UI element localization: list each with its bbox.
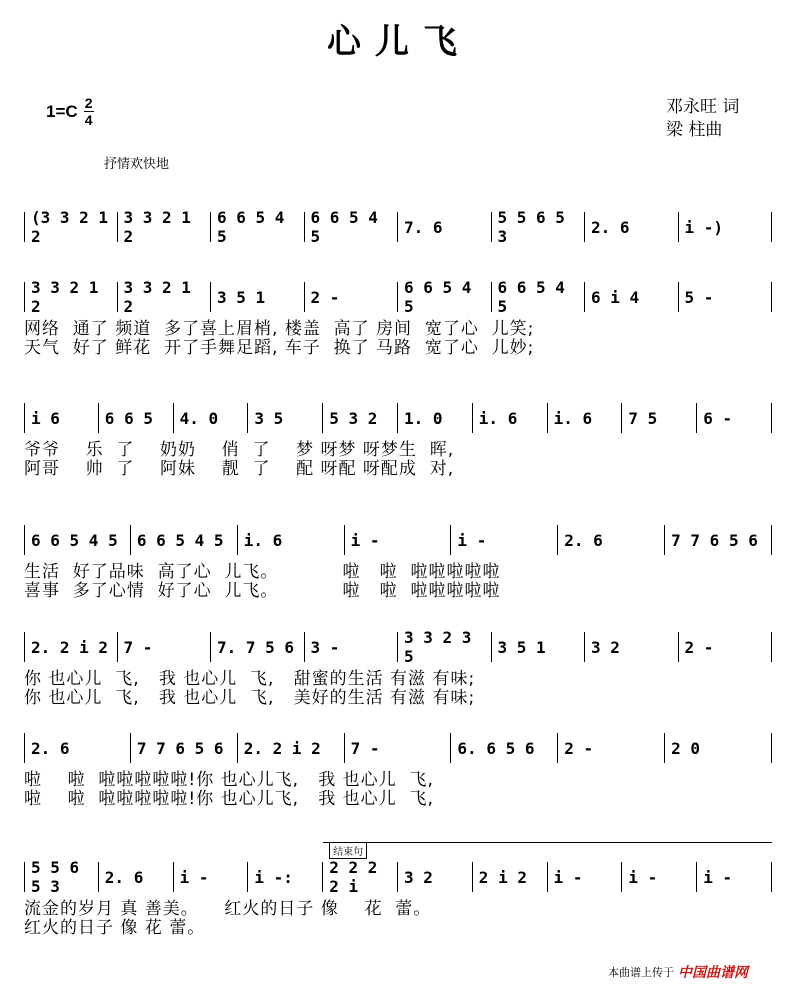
ending-bracket: [323, 842, 772, 843]
measure: [622, 403, 697, 433]
footer: [608, 962, 748, 982]
measure-notes: 6 6 5 4 5: [310, 208, 378, 246]
measure-notes: 3 -: [310, 637, 340, 657]
measure-notes: 2. 6: [564, 530, 603, 550]
measure-notes: (3 3 2 1 2: [31, 208, 109, 246]
measure: [585, 212, 679, 242]
measure-notes: 6 6 5 4 5: [31, 530, 118, 550]
site-logo: 中国曲谱网: [678, 965, 748, 981]
measure-notes: 7 5: [628, 408, 658, 428]
measure: [558, 733, 665, 763]
measure: [24, 858, 99, 896]
measure-notes: 3 2: [591, 637, 620, 657]
measure-notes: 6 6 5 4 5: [217, 208, 285, 246]
measure: [473, 403, 548, 433]
measure-notes: 6 6 5 4 5: [136, 530, 224, 550]
time-unit: 4: [84, 112, 93, 128]
lyric-line: 你 也心儿 飞, 我 也心儿 飞, 美好的生活 有滋 有味;: [24, 688, 476, 708]
measure-notes: 2. 2 i 2: [243, 738, 321, 758]
measure: [99, 403, 174, 433]
measure: [305, 282, 399, 312]
credits: [666, 96, 739, 142]
measure-notes: 7. 7 5 6: [217, 637, 295, 657]
measure-notes: i -: [553, 867, 583, 887]
measure-notes: 2 -: [564, 738, 594, 758]
measure: [398, 212, 492, 242]
measure: [585, 282, 679, 312]
measure: [305, 632, 399, 662]
measure-notes: 3 5: [254, 408, 284, 428]
staff-system: [24, 733, 772, 809]
notes-row: [24, 208, 772, 246]
song-title: 心儿飞: [327, 22, 471, 62]
measure: [248, 403, 323, 433]
measure: [24, 525, 131, 555]
measure: [24, 733, 131, 763]
measure-notes: 4. 0: [179, 408, 219, 428]
composer: 梁 柱曲: [666, 120, 723, 140]
lyric-line: 红火的日子 像 花 蕾。: [24, 918, 206, 938]
tempo-marking: 抒情欢快地: [104, 157, 170, 172]
measure-notes: 2. 6: [31, 738, 70, 758]
measure-notes: 2 -: [684, 637, 714, 657]
measure: [345, 525, 452, 555]
measure-notes: i -:: [254, 867, 293, 887]
ending-label: 结束句: [329, 842, 367, 859]
measure: [558, 525, 665, 555]
measure-notes: 2 0: [671, 738, 701, 758]
measure-notes: 7 -: [123, 637, 153, 657]
measure: [24, 208, 118, 246]
measure-notes: 6 i 4: [591, 287, 640, 307]
measure-notes: 2. 2 i 2: [31, 637, 109, 657]
measure: [248, 862, 323, 892]
measure-notes: i. 6: [553, 408, 593, 428]
measure: [345, 733, 452, 763]
measure: [323, 403, 398, 433]
measure-notes: 5 -: [684, 287, 714, 307]
time-beats: 2: [84, 95, 93, 111]
notes-row: [24, 525, 772, 555]
staff-system: [24, 278, 772, 358]
measure: [492, 278, 586, 316]
measure: [211, 282, 305, 312]
measure: [548, 403, 623, 433]
measure: [118, 278, 212, 316]
measure-notes: 7 7 6 5 6: [136, 738, 224, 758]
measure-notes: 3 5 1: [217, 287, 266, 307]
lyric-line: 阿哥 帅 了 阿妹 靓 了 配 呀配 呀配成 对,: [24, 459, 455, 479]
measure-notes: 3 5 1: [497, 637, 546, 657]
lyricist: 邓永旺 词: [666, 97, 740, 117]
measure: [118, 632, 212, 662]
staff-system: [24, 628, 772, 708]
lyric-line: 你 也心儿 飞, 我 也心儿 飞, 甜蜜的生活 有滋 有味;: [24, 669, 476, 689]
measure-notes: i 6: [31, 408, 60, 428]
measure-notes: i. 6: [478, 408, 518, 428]
staff-system: [24, 847, 772, 938]
lyric-line: 生活 好了品味 高了心 儿飞。 啦 啦 啦啦啦啦啦: [24, 562, 501, 582]
lyric-line: 天气 好了 鲜花 开了手舞足蹈, 车子 换了 马路 宽了心 儿妙;: [24, 338, 535, 358]
measure-notes: 2. 6: [591, 217, 630, 237]
measure-notes: 2. 6: [104, 867, 144, 887]
measure: [174, 403, 249, 433]
measure: [473, 862, 548, 892]
measure: [622, 862, 697, 892]
measure-notes: 2 -: [310, 287, 340, 307]
staff-system: [24, 208, 772, 246]
measure-notes: 6 -: [703, 408, 733, 428]
measure-notes: 6 6 5: [104, 408, 153, 428]
measure: [665, 733, 772, 763]
measure-notes: 3 3 2 1 2: [31, 278, 99, 316]
staff-system: [24, 403, 772, 479]
measure-notes: 3 2: [404, 867, 433, 887]
measure: [398, 403, 473, 433]
measure: [323, 858, 398, 896]
measure-notes: 5 3 2: [329, 408, 378, 428]
measure-notes: 7 -: [350, 738, 380, 758]
measure-notes: 3 3 2 1 2: [123, 278, 191, 316]
measure: [665, 525, 772, 555]
measure-notes: 5 5 6 5 3: [31, 858, 80, 896]
measure: [548, 862, 623, 892]
measure: [451, 525, 558, 555]
measure: [211, 208, 305, 246]
measure-notes: 6 6 5 4 5: [404, 278, 472, 316]
measure: [238, 733, 345, 763]
measure: [398, 278, 492, 316]
measure: [118, 208, 212, 246]
notes-row: [24, 403, 772, 433]
notes-row: [24, 858, 772, 896]
measure: [697, 403, 772, 433]
measure-notes: i -: [628, 867, 658, 887]
measure-notes: i -: [703, 867, 733, 887]
measure-notes: i -: [179, 867, 209, 887]
measure: [99, 862, 174, 892]
measure: [398, 862, 473, 892]
measure: [492, 632, 586, 662]
measure: [211, 632, 305, 662]
measure-notes: i -: [457, 530, 487, 550]
notes-row: [24, 278, 772, 316]
measure: [305, 208, 399, 246]
measure: [679, 282, 773, 312]
measure-notes: i. 6: [243, 530, 283, 550]
notes-row: [24, 628, 772, 666]
measure: [492, 208, 586, 246]
measure: [238, 525, 345, 555]
notes-row: [24, 733, 772, 763]
measure: [697, 862, 772, 892]
measure-notes: 1. 0: [404, 408, 443, 428]
lyric-line: 流金的岁月 真 善美。 红火的日子 像 花 蕾。: [24, 899, 432, 919]
measure-notes: i -: [350, 530, 380, 550]
measure-notes: 7 7 6 5 6: [671, 530, 758, 550]
measure-notes: 3 3 2 1 2: [123, 208, 191, 246]
measure-notes: 2 i 2: [478, 867, 527, 887]
measure: [131, 525, 238, 555]
measure: [585, 632, 679, 662]
measure-notes: 3 3 2 3 5: [404, 628, 472, 666]
measure: [24, 278, 118, 316]
measure-notes: 7. 6: [404, 217, 443, 237]
lyric-line: 喜事 多了心情 好了心 儿飞。 啦 啦 啦啦啦啦啦: [24, 581, 501, 601]
measure-notes: 6. 6 5 6: [457, 738, 535, 758]
key-text: 1=C: [46, 101, 78, 121]
measure: [131, 733, 238, 763]
time-signature: [84, 96, 94, 127]
measure: [24, 403, 99, 433]
measure: [398, 628, 492, 666]
measure: [24, 632, 118, 662]
measure-notes: 2 2 2 2 i: [329, 858, 378, 896]
key-signature: [46, 96, 94, 127]
measure-notes: i -): [684, 217, 724, 237]
lyric-line: 网络 通了 频道 多了喜上眉梢, 楼盖 高了 房间 宽了心 儿笑;: [24, 319, 535, 339]
measure: [679, 212, 773, 242]
measure: [451, 733, 558, 763]
measure-notes: 5 5 6 5 3: [497, 208, 565, 246]
staff-system: [24, 525, 772, 601]
measure: [174, 862, 249, 892]
lyric-line: 啦 啦 啦啦啦啦啦!你 也心儿飞, 我 也心儿 飞,: [24, 789, 434, 809]
measure-notes: 6 6 5 4 5: [497, 278, 565, 316]
lyric-line: 啦 啦 啦啦啦啦啦!你 也心儿飞, 我 也心儿 飞,: [24, 770, 434, 790]
measure: [679, 632, 773, 662]
footer-text: 本曲谱上传于: [608, 966, 674, 979]
lyric-line: 爷爷 乐 了 奶奶 俏 了 梦 呀梦 呀梦生 晖,: [24, 440, 455, 460]
